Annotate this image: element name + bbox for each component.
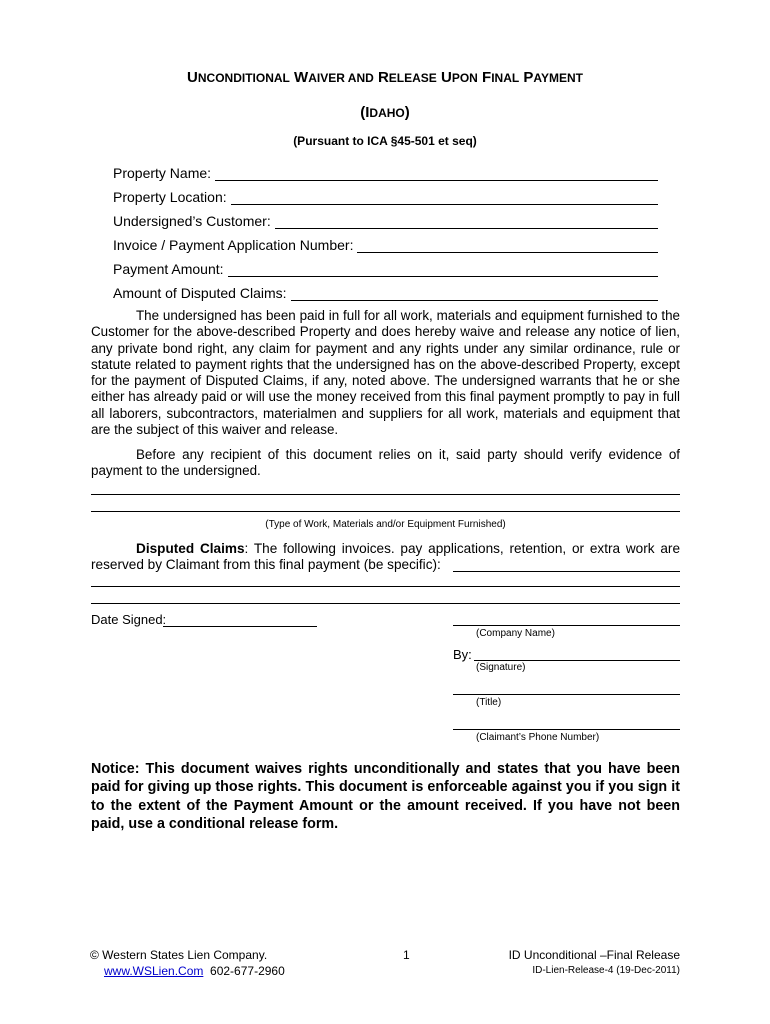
title-caption: (Title) <box>476 697 502 708</box>
customer-line[interactable] <box>275 215 658 229</box>
company-name-line[interactable] <box>453 625 680 626</box>
phone-caption: (Claimant’s Phone Number) <box>476 732 600 743</box>
property-location-field[interactable]: Property Location: <box>113 187 658 205</box>
page-number: 1 <box>403 948 410 962</box>
payment-amount-field[interactable]: Payment Amount: <box>113 259 658 277</box>
title-line[interactable] <box>453 694 680 695</box>
property-location-line[interactable] <box>231 191 658 205</box>
property-name-line[interactable] <box>215 167 658 181</box>
phone-line[interactable] <box>453 729 680 730</box>
date-signed-line[interactable] <box>163 626 317 627</box>
invoice-number-field[interactable]: Invoice / Payment Application Number: <box>113 235 658 253</box>
payment-amount-line[interactable] <box>228 263 658 277</box>
company-caption: (Company Name) <box>476 628 555 639</box>
footer-form-title: ID Unconditional –Final Release <box>508 948 680 962</box>
invoice-number-line[interactable] <box>357 239 658 253</box>
document-title: UNCONDITIONAL WAIVER AND RELEASE UPON FINAL PAYMENT <box>187 69 583 86</box>
footer-phone: 602-677-2960 <box>210 964 285 978</box>
disputed-line-2[interactable] <box>91 603 680 604</box>
date-signed-label: Date Signed: <box>91 612 167 627</box>
verification-paragraph: Before any recipient of this document relies on it, said party should verify evidence of payment to the undersigned. <box>91 447 680 479</box>
footer-form-id: ID-Lien-Release-4 (19-Dec-2011) <box>532 965 680 976</box>
website-link[interactable]: www.WSLien.Com <box>104 964 204 978</box>
customer-field[interactable]: Undersigned’s Customer: <box>113 211 658 229</box>
statute-reference: (Pursuant to ICA §45-501 et seq) <box>293 134 477 148</box>
notice-paragraph: Notice: This document waives rights unconditionally and states that you have been paid for giving up those rights. This document is enforceable against you if you sign it to the extent of the Payment Amount or the amount received. If you have not been paid, use a conditional release form. <box>91 761 680 832</box>
signature-caption: (Signature) <box>476 662 526 673</box>
work-caption: (Type of Work, Materials and/or Equipment Furnished) <box>265 519 506 530</box>
disputed-amount-field[interactable]: Amount of Disputed Claims: <box>113 283 658 301</box>
work-line-1[interactable] <box>91 494 680 495</box>
signature-line[interactable] <box>474 660 680 661</box>
disputed-claims-paragraph: Disputed Claims: The following invoices. pay applications, retention, or extra work are reserved by Claimant from this final payment (be specific): <box>91 541 680 573</box>
by-label: By: <box>453 647 472 662</box>
footer-copyright: © Western States Lien Company. <box>90 948 268 962</box>
property-name-field[interactable]: Property Name: <box>113 163 658 181</box>
state-subtitle: (IDAHO) <box>360 104 410 121</box>
disputed-line-0[interactable] <box>453 571 680 572</box>
waiver-paragraph: The undersigned has been paid in full for all work, materials and equipment furnished to the Customer for the above-described Property and does hereby waive and release any notice of lien, any private bond right, any claim for payment and any rights under any similar ordinance, rule or statute related to payment rights that the undersigned has on the above-described Property, except for the payment of Disputed Claims, if any, noted above. The undersigned warrants that he or she either has already paid or will use the money received from this final payment promptly to pay in full all laborers, subcontractors, materialmen and suppliers for all work, materials and equipment that are the subject of this waiver and release. <box>91 308 680 438</box>
disputed-line-1[interactable] <box>91 586 680 587</box>
work-line-2[interactable] <box>91 511 680 512</box>
disputed-amount-line[interactable] <box>291 287 658 301</box>
footer-contact <box>104 964 285 978</box>
